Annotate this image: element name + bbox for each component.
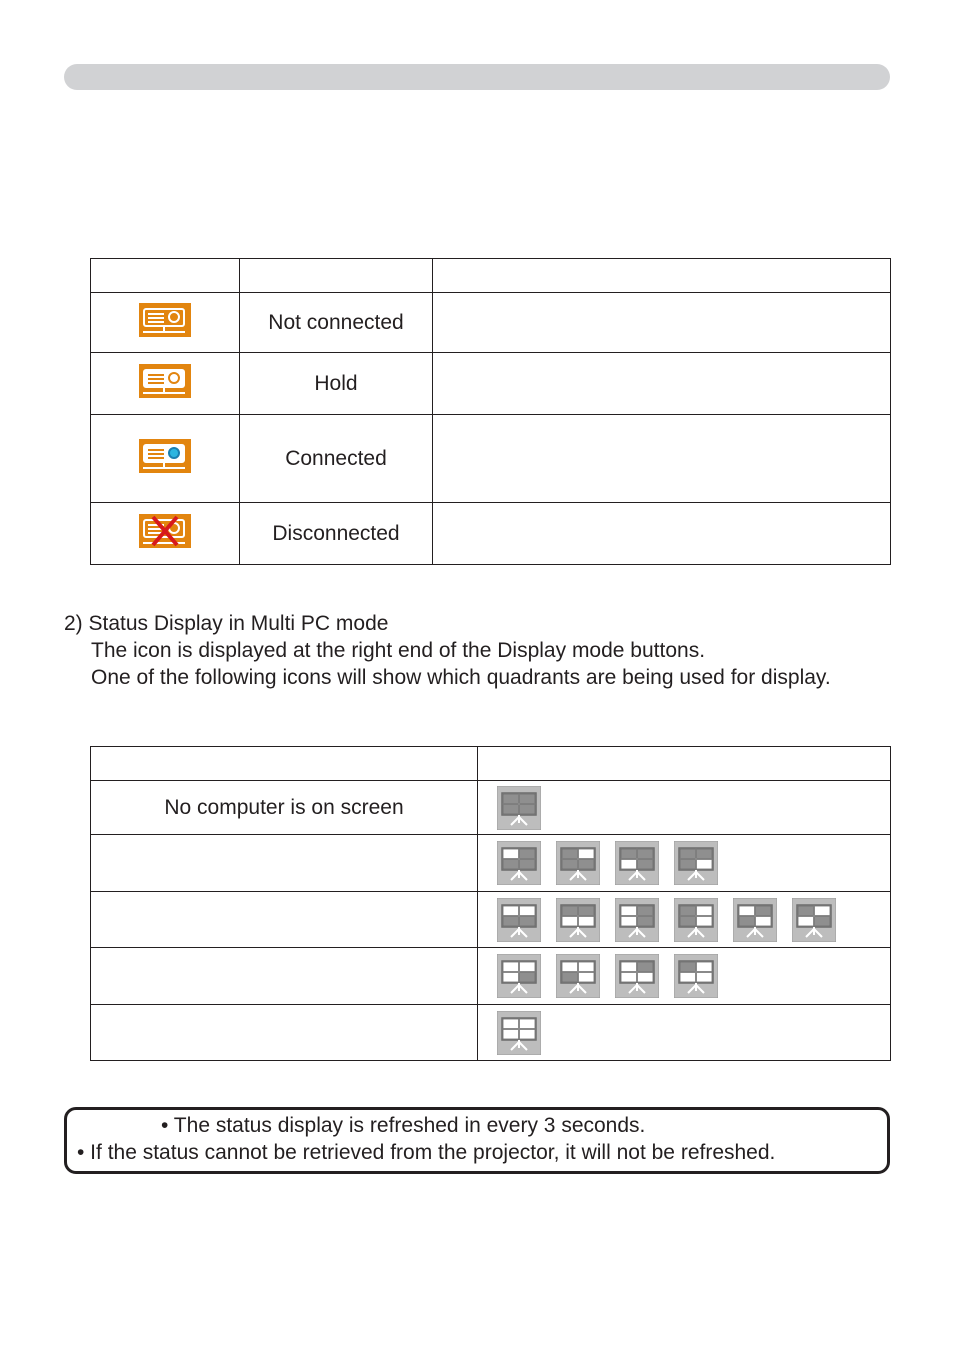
header-condition-cell xyxy=(91,747,478,781)
icon-cell xyxy=(91,503,240,565)
header-icon-cell xyxy=(91,259,240,293)
quadrants-left-icon xyxy=(615,898,659,942)
status-label: Connected xyxy=(240,415,433,503)
table-row xyxy=(91,1005,891,1061)
table-row xyxy=(91,948,891,1005)
condition-label xyxy=(91,1005,478,1061)
icon-cell xyxy=(91,293,240,353)
section-header-bar xyxy=(64,64,890,90)
multi-pc-section xyxy=(64,610,831,691)
table-row xyxy=(91,835,891,892)
condition-label xyxy=(91,948,478,1005)
projector-not-connected-icon xyxy=(139,303,191,337)
table-row xyxy=(91,503,891,565)
condition-label xyxy=(91,835,478,892)
quadrants-three-1-icon xyxy=(497,954,541,998)
connection-status-table xyxy=(90,258,891,565)
quadrants-three-3-icon xyxy=(615,954,659,998)
quadrant-bottom-right-icon xyxy=(674,841,718,885)
header-icon-cell xyxy=(478,747,891,781)
icon-cell xyxy=(478,1005,891,1061)
quadrants-right-icon xyxy=(674,898,718,942)
status-description xyxy=(433,415,891,503)
icon-cell xyxy=(478,892,891,948)
table-row xyxy=(91,892,891,948)
table-row xyxy=(91,781,891,835)
quadrant-top-left-icon xyxy=(497,841,541,885)
icon-cell xyxy=(478,781,891,835)
table-header-row xyxy=(91,259,891,293)
note-box xyxy=(64,1107,890,1174)
multi-pc-status-table xyxy=(90,746,891,1061)
multi-pc-line-1: The icon is displayed at the right end of the Display mode buttons. xyxy=(91,639,706,662)
icon-cell xyxy=(478,948,891,1005)
table-row xyxy=(91,293,891,353)
quadrants-diagonal-2-icon xyxy=(792,898,836,942)
icon-cell xyxy=(91,415,240,503)
status-description xyxy=(433,293,891,353)
multi-pc-line-2: One of the following icons will show which quadrants are being used for display. xyxy=(91,666,831,689)
table-header-row xyxy=(91,747,891,781)
table-row xyxy=(91,353,891,415)
projector-hold-icon xyxy=(139,364,191,398)
condition-label: No computer is on screen xyxy=(91,781,478,835)
note-line-2: • If the status cannot be retrieved from the projector, it will not be refreshed. xyxy=(77,1141,776,1164)
quadrant-bottom-left-icon xyxy=(615,841,659,885)
quadrants-diagonal-1-icon xyxy=(733,898,777,942)
status-description xyxy=(433,503,891,565)
no-quadrant-icon xyxy=(497,786,541,830)
quadrants-bottom-icon xyxy=(556,898,600,942)
table-row xyxy=(91,415,891,503)
projector-disconnected-icon xyxy=(139,514,191,548)
quadrants-three-2-icon xyxy=(556,954,600,998)
note-line-1: • The status display is refreshed in every 3 seconds. xyxy=(161,1114,646,1137)
multi-pc-heading: 2) Status Display in Multi PC mode xyxy=(64,612,389,635)
condition-label xyxy=(91,892,478,948)
quadrants-all-icon xyxy=(497,1011,541,1055)
status-label: Disconnected xyxy=(240,503,433,565)
icon-cell xyxy=(478,835,891,892)
header-status-cell xyxy=(240,259,433,293)
quadrants-three-4-icon xyxy=(674,954,718,998)
projector-connected-icon xyxy=(139,439,191,473)
status-description xyxy=(433,353,891,415)
status-label: Hold xyxy=(240,353,433,415)
quadrant-top-right-icon xyxy=(556,841,600,885)
status-label: Not connected xyxy=(240,293,433,353)
icon-cell xyxy=(91,353,240,415)
header-description-cell xyxy=(433,259,891,293)
quadrants-top-icon xyxy=(497,898,541,942)
